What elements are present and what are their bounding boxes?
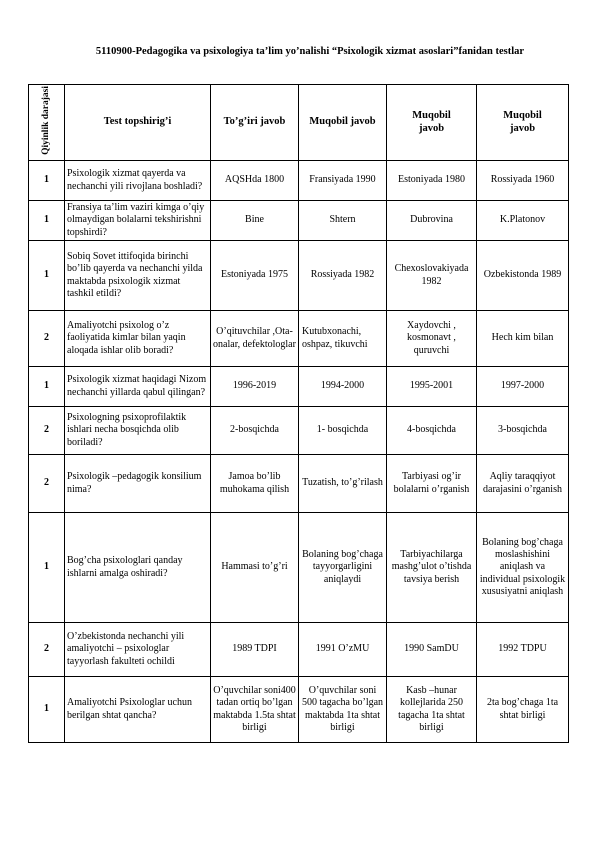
- difficulty-cell: 2: [29, 623, 65, 677]
- question-cell: O’zbekistonda nechanchi yili amaliyotchi – psixologlar tayyorlash fakulteti ochildi: [65, 623, 211, 677]
- alt-answer-2-cell: 4-bosqichda: [387, 407, 477, 455]
- test-table: [28, 84, 569, 743]
- difficulty-cell: 1: [29, 161, 65, 201]
- alt-answer-1-cell: Shtern: [299, 201, 387, 241]
- difficulty-cell: 2: [29, 455, 65, 513]
- alt-answer-2-cell: Kasb –hunar kollejlarida 250 tagacha 1ta shtat birligi: [387, 677, 477, 743]
- question-cell: Psixologik xizmat haqidagi Nizom nechanchi yillarda qabul qilingan?: [65, 367, 211, 407]
- correct-answer-cell: AQSHda 1800: [211, 161, 299, 201]
- alt-answer-1-cell: 1994-2000: [299, 367, 387, 407]
- table-row: [29, 241, 569, 311]
- header-alt1: Muqobil javob: [299, 85, 387, 161]
- alt-answer-1-cell: O’quvchilar soni 500 tagacha bo’lgan maktabda 1ta shtat birligi: [299, 677, 387, 743]
- correct-answer-cell: O’quvchilar soni400 tadan ortiq bo’lgan maktabda 1.5ta shtat birligi: [211, 677, 299, 743]
- question-cell: Amaliyotchi psixolog o’z faoliyatida kimlar bilan yaqin aloqada ishlar olib boradi?: [65, 311, 211, 367]
- correct-answer-cell: 1989 TDPI: [211, 623, 299, 677]
- difficulty-cell: 2: [29, 407, 65, 455]
- header-difficulty: Qiyinlik darajasi: [29, 85, 65, 161]
- difficulty-cell: 1: [29, 677, 65, 743]
- alt-answer-1-cell: 1- bosqichda: [299, 407, 387, 455]
- alt-answer-2-cell: 1990 SamDU: [387, 623, 477, 677]
- header-alt3: Muqobil javob: [477, 85, 569, 161]
- alt-answer-2-cell: Tarbiyasi og’ir bolalarni o’rganish: [387, 455, 477, 513]
- header-correct: To’g’iri javob: [211, 85, 299, 161]
- question-cell: Sobiq Sovet ittifoqida birinchi bo’lib qayerda va nechanchi yilda maktabda psixologik xizmat tashkil etildi?: [65, 241, 211, 311]
- correct-answer-cell: 1996-2019: [211, 367, 299, 407]
- alt-answer-2-cell: Dubrovina: [387, 201, 477, 241]
- correct-answer-cell: 2-bosqichda: [211, 407, 299, 455]
- table-row: [29, 455, 569, 513]
- difficulty-cell: 1: [29, 241, 65, 311]
- table-row: [29, 623, 569, 677]
- difficulty-cell: 1: [29, 201, 65, 241]
- alt-answer-3-cell: Bolaning bog’chaga moslashishini aniqlash va individual psixologik xususiyatni aniqlash: [477, 513, 569, 623]
- alt-answer-3-cell: 1997-2000: [477, 367, 569, 407]
- table-row: [29, 201, 569, 241]
- question-cell: Psixologik –pedagogik konsilium nima?: [65, 455, 211, 513]
- alt-answer-3-cell: Rossiyada 1960: [477, 161, 569, 201]
- table-row: [29, 161, 569, 201]
- table-row: [29, 513, 569, 623]
- table-row: [29, 677, 569, 743]
- alt-answer-2-cell: Estoniyada 1980: [387, 161, 477, 201]
- alt-answer-2-cell: Tarbiyachilarga mashg’ulot o’tishda tavsiya berish: [387, 513, 477, 623]
- correct-answer-cell: Jamoa bo’lib muhokama qilish: [211, 455, 299, 513]
- difficulty-cell: 2: [29, 311, 65, 367]
- alt-answer-1-cell: Bolaning bog’chaga tayyorgarligini aniqlaydi: [299, 513, 387, 623]
- alt-answer-3-cell: 3-bosqichda: [477, 407, 569, 455]
- alt-answer-3-cell: Aqliy taraqqiyot darajasini o’rganish: [477, 455, 569, 513]
- header-question: Test topshirig’i: [65, 85, 211, 161]
- alt-answer-3-cell: Hech kim bilan: [477, 311, 569, 367]
- alt-answer-3-cell: 1992 TDPU: [477, 623, 569, 677]
- alt-answer-3-cell: 2ta bog’chaga 1ta shtat birligi: [477, 677, 569, 743]
- correct-answer-cell: Estoniyada 1975: [211, 241, 299, 311]
- table-row: [29, 311, 569, 367]
- difficulty-cell: 1: [29, 367, 65, 407]
- correct-answer-cell: O’qituvchilar ,Ota-onalar, defektologlar: [211, 311, 299, 367]
- alt-answer-2-cell: 1995-2001: [387, 367, 477, 407]
- table-row: [29, 407, 569, 455]
- alt-answer-2-cell: Xaydovchi , kosmonavt , quruvchi: [387, 311, 477, 367]
- table-row: [29, 367, 569, 407]
- difficulty-cell: 1: [29, 513, 65, 623]
- alt-answer-1-cell: 1991 O’zMU: [299, 623, 387, 677]
- table-header-row: [29, 85, 569, 161]
- question-cell: Amaliyotchi Psixologlar uchun berilgan shtat qancha?: [65, 677, 211, 743]
- question-cell: Psixologning psixoprofilaktik ishlari necha bosqichda olib boriladi?: [65, 407, 211, 455]
- alt-answer-1-cell: Kutubxonachi, oshpaz, tikuvchi: [299, 311, 387, 367]
- alt-answer-3-cell: Ozbekistonda 1989: [477, 241, 569, 311]
- alt-answer-3-cell: K.Platonov: [477, 201, 569, 241]
- correct-answer-cell: Hammasi to’g’ri: [211, 513, 299, 623]
- alt-answer-1-cell: Fransiyada 1990: [299, 161, 387, 201]
- alt-answer-1-cell: Rossiyada 1982: [299, 241, 387, 311]
- document-title: 5110900-Pedagogika va psixologiya ta’lim yo’nalishi “Psixologik xizmat asoslari”fanidan testlar: [95, 46, 525, 57]
- header-alt2: Muqobil javob: [387, 85, 477, 161]
- alt-answer-2-cell: Chexoslovakiyada 1982: [387, 241, 477, 311]
- question-cell: Psixologik xizmat qayerda va nechanchi yili rivojlana boshladi?: [65, 161, 211, 201]
- correct-answer-cell: Bine: [211, 201, 299, 241]
- alt-answer-1-cell: Tuzatish, to’g’rilash: [299, 455, 387, 513]
- question-cell: Fransiya ta’lim vaziri kimga o’qiy olmaydigan bolalarni tekshirishni topshirdi?: [65, 201, 211, 241]
- question-cell: Bog’cha psixologlari qanday ishlarni amalga oshiradi?: [65, 513, 211, 623]
